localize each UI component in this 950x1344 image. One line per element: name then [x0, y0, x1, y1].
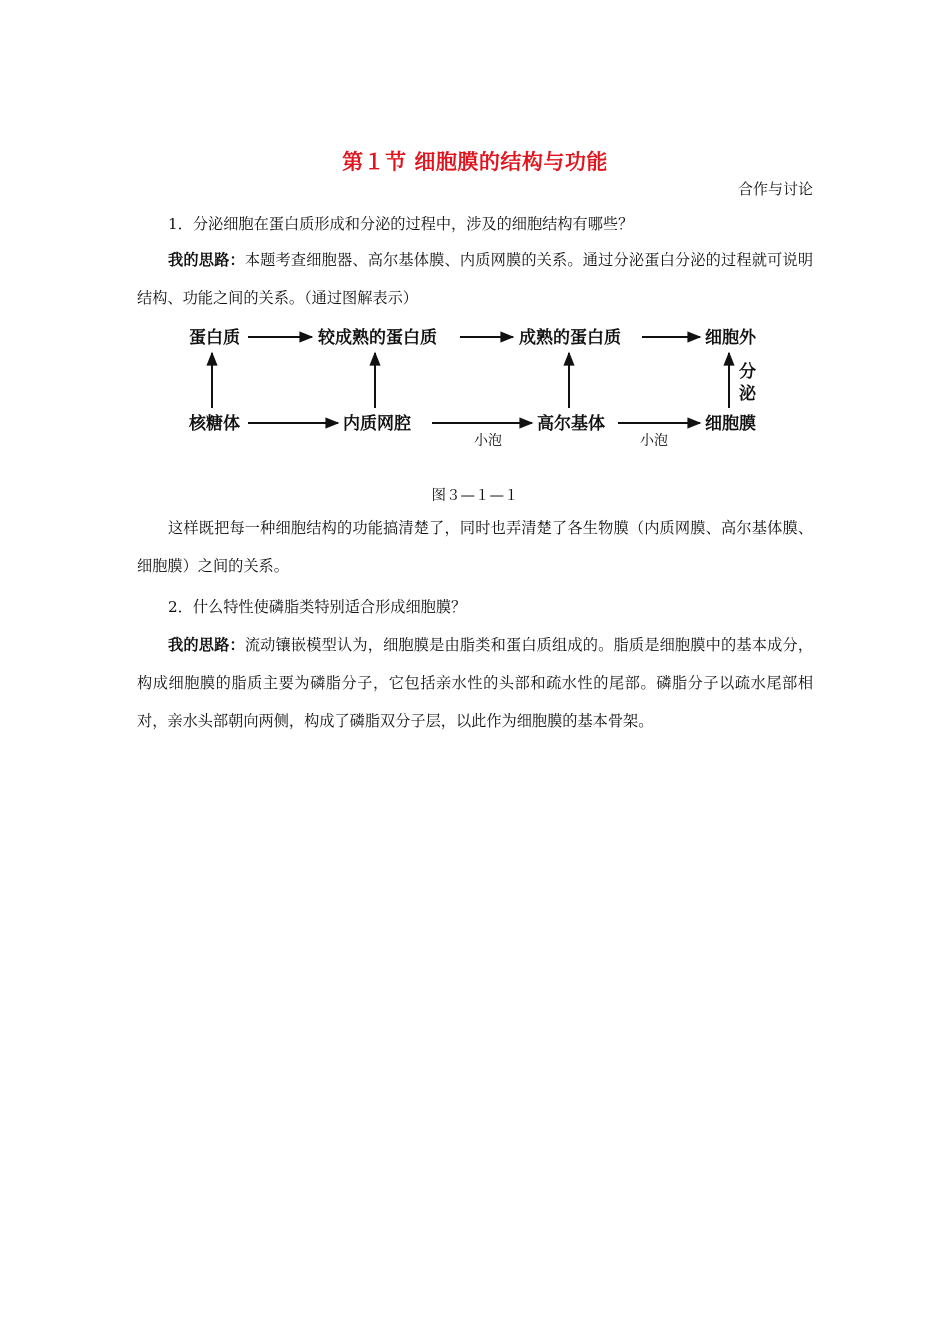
section-heading: 合作与讨论 — [737, 180, 813, 198]
node-extracellular: 细胞外 — [705, 328, 756, 348]
node-golgi: 高尔基体 — [537, 414, 605, 434]
node-protein: 蛋白质 — [189, 328, 240, 348]
question-1: 1．分泌细胞在蛋白质形成和分泌的过程中，涉及的细胞结构有哪些？ — [168, 215, 634, 233]
node-mature-protein: 成熟的蛋白质 — [519, 328, 621, 348]
node-ribosome: 核糖体 — [189, 414, 240, 434]
label-vesicle-1: 小泡 — [474, 433, 502, 449]
answer-2-text: 流动镶嵌模型认为，细胞膜是由脂类和蛋白质组成的。脂质是细胞膜中的基本成分，构成细胞膜的脂质主要为磷脂分子，它包括亲水性的头部和疏水性的尾部。磷脂分子以疏水尾部相对，亲水头部朝向两侧，构成了磷脂双分子层，以此作为细胞膜的基本骨架。 — [137, 636, 814, 730]
node-semi-mature-protein: 较成熟的蛋白质 — [318, 328, 437, 348]
secretion-pathway-diagram — [0, 320, 950, 470]
label-secrete-2: 泌 — [739, 384, 756, 404]
answer-label: 我的思路： — [168, 251, 245, 269]
answer-1 — [137, 241, 813, 317]
label-secrete-1: 分 — [739, 362, 756, 382]
answer-1-text: 本题考查细胞器、高尔基体膜、内质网膜的关系。通过分泌蛋白分泌的过程就可说明结构、功能之间的关系。（通过图解表示） — [137, 251, 814, 307]
question-2: 2．什么特性使磷脂类特别适合形成细胞膜？ — [168, 598, 467, 616]
answer-label: 我的思路： — [168, 636, 245, 654]
node-er-lumen: 内质网腔 — [343, 414, 411, 434]
label-vesicle-2: 小泡 — [640, 433, 668, 449]
node-cell-membrane: 细胞膜 — [705, 414, 756, 434]
page-title: 第１节 细胞膜的结构与功能 — [342, 150, 608, 174]
figure-caption: 图３—１—１ — [431, 488, 519, 504]
answer-1-followup: 这样既把每一种细胞结构的功能搞清楚了，同时也弄清楚了各生物膜（内质网膜、高尔基体膜、细胞膜）之间的关系。 — [137, 519, 813, 575]
answer-2 — [137, 626, 813, 740]
